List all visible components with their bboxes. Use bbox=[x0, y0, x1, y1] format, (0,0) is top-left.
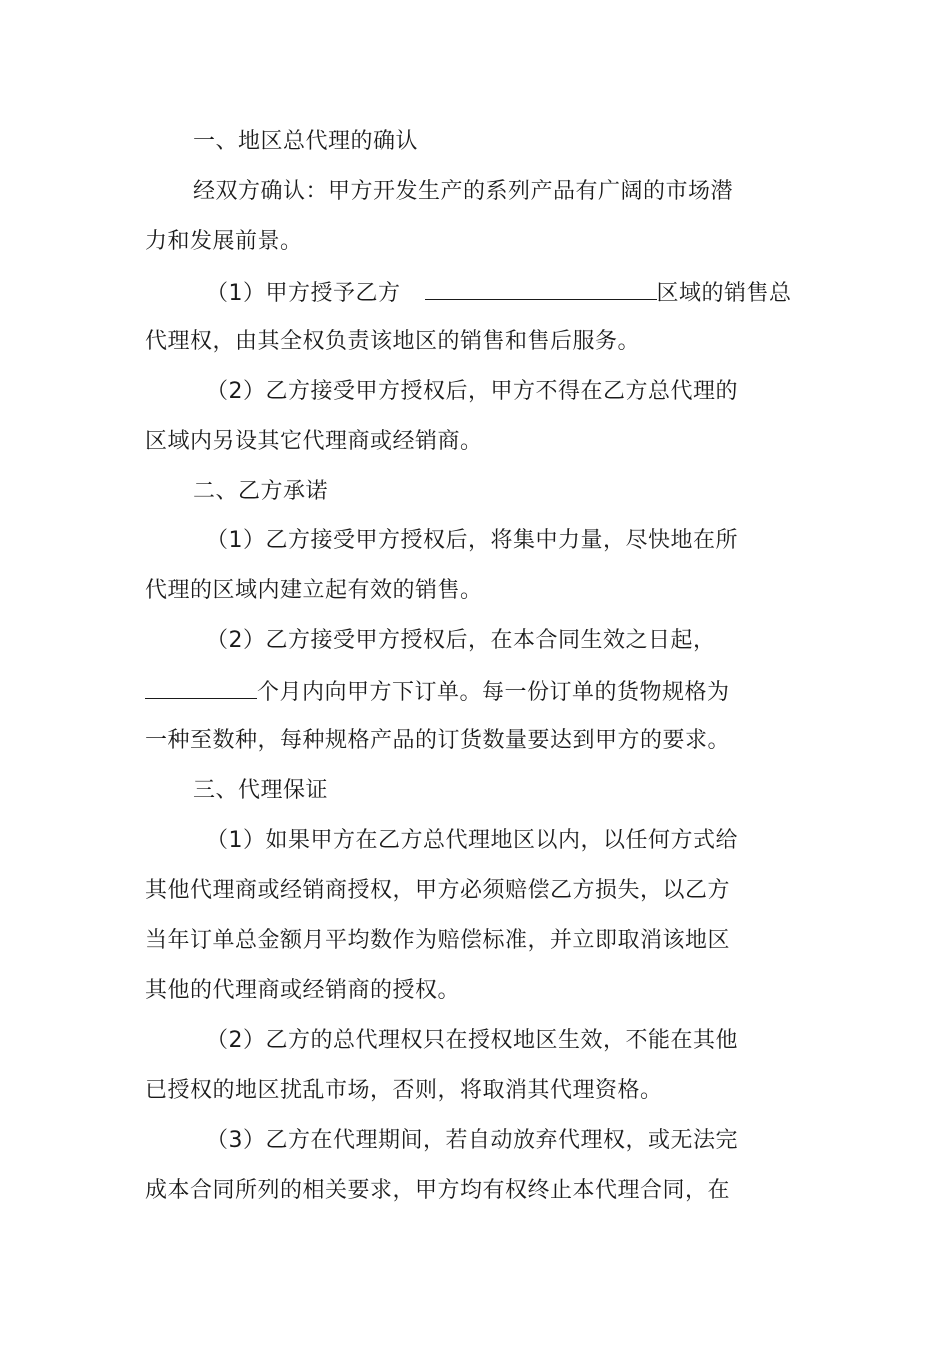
clause-text: （1）甲方授予乙方 bbox=[206, 281, 401, 306]
section-3-clause-3-line-2: 成本合同所列的相关要求，甲方均有权终止本代理合同，在 bbox=[145, 1178, 731, 1203]
section-3-clause-1-line-3: 当年订单总金额月平均数作为赔偿标准，并立即取消该地区 bbox=[145, 928, 731, 953]
section-3-clause-3-line-1: （3）乙方在代理期间，若自动放弃代理权，或无法完 bbox=[206, 1128, 738, 1153]
section-2-clause-2-line-2 bbox=[145, 676, 730, 708]
section-2-clause-2-line-3: 一种至数种，每种规格产品的订货数量要达到甲方的要求。 bbox=[145, 728, 731, 753]
section-3-clause-2-line-2: 已授权的地区扰乱市场，否则，将取消其代理资格。 bbox=[145, 1078, 663, 1103]
section-3-clause-2-line-1: （2）乙方的总代理权只在授权地区生效，不能在其他 bbox=[206, 1028, 738, 1053]
region-blank-field[interactable] bbox=[425, 277, 657, 300]
section-1-clause-2-line-2: 区域内另设其它代理商或经销商。 bbox=[145, 429, 483, 454]
section-1-clause-1-line-2: 代理权，由其全权负责该地区的销售和售后服务。 bbox=[145, 329, 641, 354]
months-blank-field[interactable] bbox=[145, 676, 257, 699]
section-3-clause-1-line-4: 其他的代理商或经销商的授权。 bbox=[145, 978, 461, 1003]
section-2-clause-1-line-1: （1）乙方接受甲方授权后，将集中力量，尽快地在所 bbox=[206, 528, 738, 553]
section-3-clause-1-line-1: （1）如果甲方在乙方总代理地区以内，以任何方式给 bbox=[206, 828, 738, 853]
section-2-clause-1-line-2: 代理的区域内建立起有效的销售。 bbox=[145, 578, 483, 603]
clause-text: 个月内向甲方下订单。每一份订单的货物规格为 bbox=[257, 680, 730, 705]
section-1-heading: 一、地区总代理的确认 bbox=[193, 129, 419, 154]
section-2-clause-2-line-1: （2）乙方接受甲方授权后，在本合同生效之日起， bbox=[206, 628, 716, 653]
section-2-heading: 二、乙方承诺 bbox=[193, 479, 329, 504]
section-3-clause-1-line-2: 其他代理商或经销商授权，甲方必须赔偿乙方损失，以乙方 bbox=[145, 878, 731, 903]
section-3-heading: 三、代理保证 bbox=[193, 778, 329, 803]
clause-text: 区域的销售总 bbox=[656, 281, 792, 306]
section-1-intro-line-1: 经双方确认：甲方开发生产的系列产品有广阔的市场潜 bbox=[193, 179, 734, 204]
section-1-clause-2-line-1: （2）乙方接受甲方授权后，甲方不得在乙方总代理的 bbox=[206, 379, 738, 404]
section-1-clause-1-line-1 bbox=[206, 277, 792, 309]
section-1-intro-line-2: 力和发展前景。 bbox=[145, 229, 303, 254]
